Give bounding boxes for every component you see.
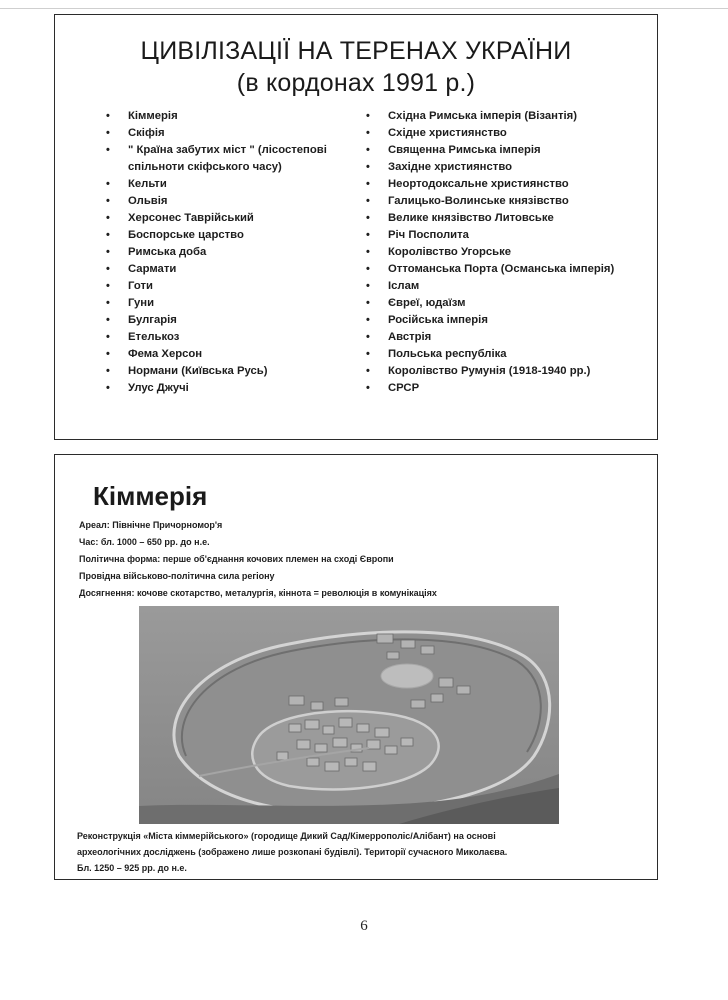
civilization-list-item: • Королівство Угорське (363, 244, 653, 261)
civilization-list-item: • Неортодоксальне християнство (363, 176, 653, 193)
slide2-title: Кіммерія (93, 481, 208, 511)
fact-line: Провідна військово-політична сила регіону (79, 571, 275, 581)
civilization-list-item: • Фема Херсон (103, 346, 333, 363)
caption-line: археологічних досліджень (зображено лише розкопані будівлі). Території сучасного Миколаєва. (77, 847, 508, 857)
civilization-list-item: • Улус Джучі (103, 380, 333, 397)
civilization-list-item: • Римська доба (103, 244, 333, 261)
slide-kimmeria (54, 454, 658, 880)
civilization-list-item: • Східна Римська імперія (Візантія) (363, 108, 653, 125)
fact-line: Час: бл. 1000 – 650 рр. до н.е. (79, 537, 210, 547)
settlement-illustration-svg (139, 606, 559, 824)
civilization-list-item: • Річ Посполита (363, 227, 653, 244)
civilization-list-item: • Готи (103, 278, 333, 295)
civilization-list-item: • Західне християнство (363, 159, 653, 176)
civilization-list-item: • Іслам (363, 278, 653, 295)
civilization-list-item: • Королівство Румунія (1918-1940 рр.) (363, 363, 653, 380)
fact-line: Політична форма: перше об'єднання кочових племен на сході Європи (79, 554, 394, 564)
civilization-list-item: • Ольвія (103, 193, 333, 210)
civilization-list-item: • Кіммерія (103, 108, 333, 125)
civilizations-list-left (103, 108, 333, 397)
settlement-reconstruction-image (139, 606, 559, 824)
civilization-list-item: • Російська імперія (363, 312, 653, 329)
civilization-list-item: • Священна Римська імперія (363, 142, 653, 159)
civilizations-list-right (363, 108, 653, 397)
slide1-subtitle: (в кордонах 1991 р.) (236, 69, 476, 97)
civilization-list-item: • Булгарія (103, 312, 333, 329)
caption-line: Реконструкція «Міста кіммерійського» (городище Дикий Сад/Кімеррополіс/Алібант) на основі (77, 831, 496, 841)
civilization-list-item: • Євреї, юдаїзм (363, 295, 653, 312)
civilization-list-item: • Східне християнство (363, 125, 653, 142)
slide2-facts (79, 517, 639, 602)
civilization-list-item: • Велике князівство Литовське (363, 210, 653, 227)
civilization-list-item: • Кельти (103, 176, 333, 193)
civilization-list-item: • Скіфія (103, 125, 333, 142)
civilization-list-item: • Сармати (103, 261, 333, 278)
page-number: 6 (360, 918, 368, 934)
slide1-title: ЦИВІЛІЗАЦІЇ НА ТЕРЕНАХ УКРАЇНИ (140, 37, 572, 65)
fact-line: Досягнення: кочове скотарство, металургія, кіннота = революція в комунікаціях (79, 588, 437, 598)
illustration-caption (77, 828, 637, 876)
caption-line: Бл. 1250 – 925 рр. до н.е. (77, 863, 187, 873)
top-rule (0, 8, 728, 9)
civilization-list-item: • Гуни (103, 295, 333, 312)
civilization-list-item: • Херсонес Таврійський (103, 210, 333, 227)
civilization-list-item: • Етелькоз (103, 329, 333, 346)
civilization-list-item: • Нормани (Київська Русь) (103, 363, 333, 380)
civilization-list-item: • Боспорське царство (103, 227, 333, 244)
civilization-list-item: • Оттоманська Порта (Османська імперія) (363, 261, 653, 278)
civilization-list-item: • " Країна забутих міст " (лісостепові спільноти скіфського часу) (103, 142, 333, 176)
fact-line: Ареал: Північне Причорномор'я (79, 520, 223, 530)
civilization-list-item: • Галицько-Волинське князівство (363, 193, 653, 210)
civilization-list-item: • СРСР (363, 380, 653, 397)
civilization-list-item: • Польська республіка (363, 346, 653, 363)
civilization-list-item: • Австрія (363, 329, 653, 346)
slide-civilizations (54, 14, 658, 440)
